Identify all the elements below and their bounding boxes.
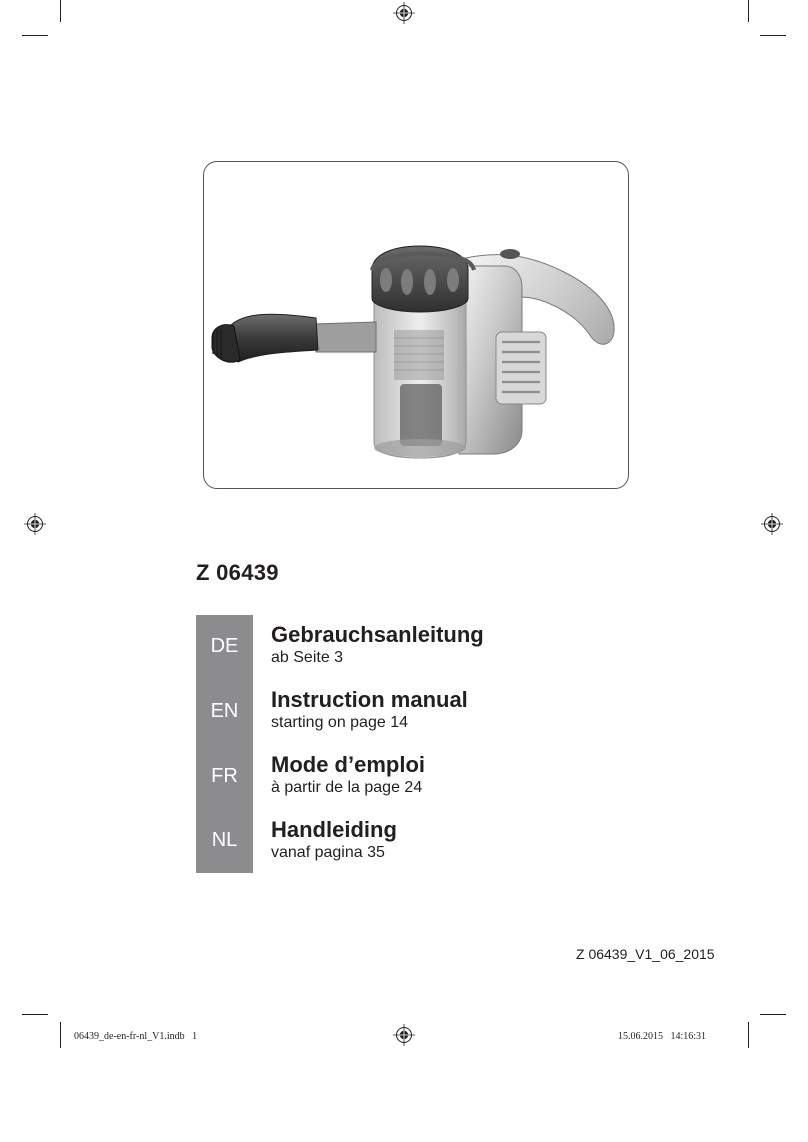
language-code-de: DE [210, 635, 239, 657]
document-reference: Z 06439_V1_06_2015 [576, 946, 715, 962]
manual-title-en: Instruction manual [271, 687, 468, 712]
crop-mark [60, 0, 61, 22]
crop-mark [760, 1014, 786, 1015]
language-code-fr: FR [211, 765, 238, 787]
registration-mark-icon [24, 513, 46, 535]
registration-mark-icon [393, 1024, 415, 1046]
print-slug-datetime: 15.06.2015 14:16:31 [618, 1031, 707, 1042]
language-bar [196, 615, 253, 873]
crop-mark [22, 35, 48, 36]
manual-subtitle-de: ab Seite 3 [271, 649, 344, 666]
manual-title-de: Gebrauchsanleitung [271, 622, 484, 647]
language-code-nl: NL [211, 829, 238, 851]
crop-mark [760, 35, 786, 36]
language-code-en: EN [210, 700, 239, 722]
manual-title-nl: Handleiding [271, 817, 397, 842]
manual-subtitle-en: starting on page 14 [271, 714, 408, 731]
registration-mark-icon [761, 513, 783, 535]
model-number: Z 06439 [196, 560, 279, 585]
crop-mark [22, 1014, 48, 1015]
handheld-vacuum-illustration [204, 162, 628, 488]
crop-mark [748, 0, 749, 22]
print-slug-file: 06439_de-en-fr-nl_V1.indb 1 [74, 1031, 198, 1042]
manual-subtitle-nl: vanaf pagina 35 [271, 844, 385, 861]
registration-mark-icon [393, 2, 415, 24]
crop-mark [60, 1022, 61, 1048]
crop-mark [748, 1022, 749, 1048]
product-photo-frame [203, 161, 629, 489]
manual-title-fr: Mode d’emploi [271, 752, 425, 777]
manual-subtitle-fr: à partir de la page 24 [271, 779, 423, 796]
